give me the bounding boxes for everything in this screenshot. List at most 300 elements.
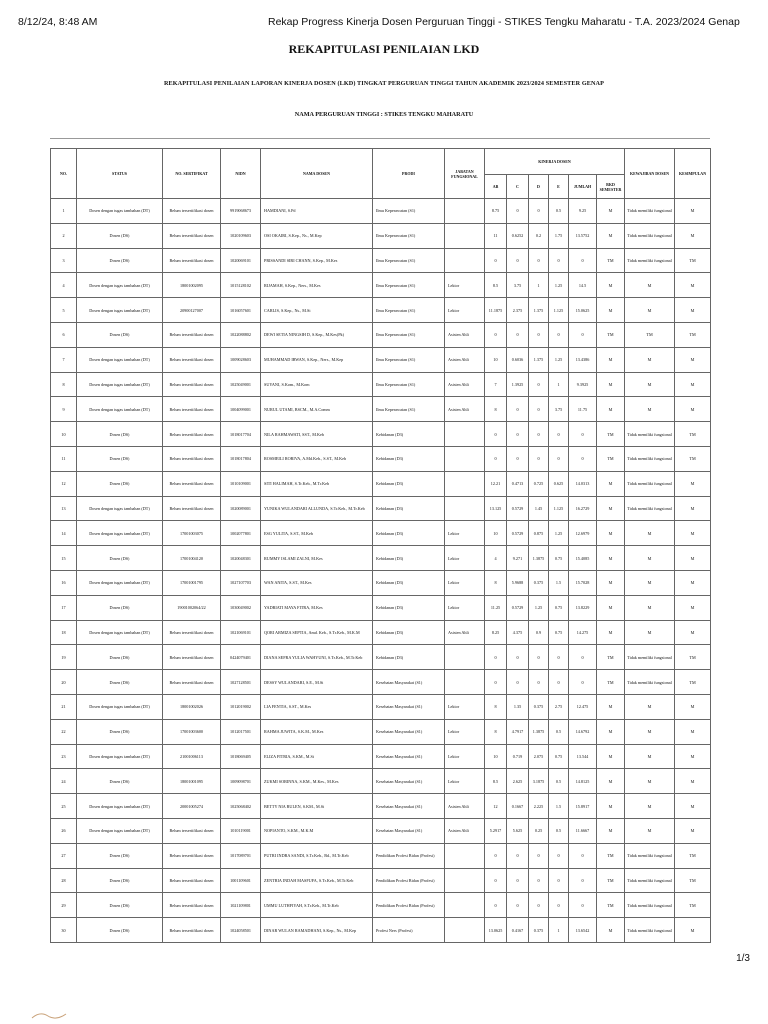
cell-kesimpulan: M (675, 471, 711, 496)
cell-jumlah: 9.25 (569, 199, 597, 224)
cell-c: 0.5729 (507, 595, 529, 620)
cell-no: 20 (51, 670, 77, 695)
cell-sertifikat: 19001002064/22 (163, 595, 221, 620)
col-header-no: NO. (51, 149, 77, 199)
document-title: Rekap Progress Kinerja Dosen Perguruan Tinggi - STIKES Tengku Maharatu - T.A. 2023/2024 Genap (268, 16, 740, 28)
cell-status: Dosen dengan tugas tambahan (DT) (77, 397, 163, 422)
cell-bkd: M (597, 298, 625, 323)
cell-ab: 7 (485, 372, 507, 397)
cell-nidn: 1016057601 (221, 298, 261, 323)
cell-jabatan: Lektor (445, 570, 485, 595)
cell-kesimpulan: M (675, 744, 711, 769)
cell-ab: 11.1875 (485, 298, 507, 323)
cell-c: 0 (507, 397, 529, 422)
table-body (51, 199, 711, 943)
cell-nama: OSI OKAIRI, S.Kep., Ns., M.Kep (261, 223, 373, 248)
cell-jumlah: 9.3925 (569, 372, 597, 397)
cell-status: Dosen dengan tugas tambahan (DT) (77, 496, 163, 521)
cell-kesimpulan: M (675, 496, 711, 521)
cell-sertifikat: Belum tersertifikasi dosen (163, 223, 221, 248)
cell-bkd: M (597, 818, 625, 843)
cell-sertifikat: 20001005274 (163, 794, 221, 819)
cell-nama: DEWI SETIA NINGSIH D, S.Kep., M.Kes(Pk) (261, 322, 373, 347)
cell-nama: DESSY WULANDARI, S.E., M.Si (261, 670, 373, 695)
cell-sertifikat: 18001001095 (163, 769, 221, 794)
cell-jabatan: Lektor (445, 694, 485, 719)
cell-kesimpulan: TM (675, 868, 711, 893)
cell-prodi: Kesehatan Masyarakat (S1) (373, 769, 445, 794)
cell-jumlah: 15.4085 (569, 546, 597, 571)
cell-status: Dosen (DS) (77, 670, 163, 695)
cell-kesimpulan: M (675, 595, 711, 620)
cell-no: 4 (51, 273, 77, 298)
cell-c: 0.6252 (507, 223, 529, 248)
cell-nidn: 1018017804 (221, 446, 261, 471)
cell-e: 0 (549, 645, 569, 670)
cell-c: 0 (507, 893, 529, 918)
cell-kewajiban: TM (625, 322, 675, 347)
cell-nidn: 1020048301 (221, 546, 261, 571)
cell-prodi: Kesehatan Masyarakat (S1) (373, 794, 445, 819)
table-row (51, 645, 711, 670)
cell-status: Dosen dengan tugas tambahan (DT) (77, 744, 163, 769)
cell-prodi: Ilmu Keperawatan (S1) (373, 273, 445, 298)
cell-no: 23 (51, 744, 77, 769)
cell-c: 0 (507, 446, 529, 471)
cell-nidn: 1027128501 (221, 670, 261, 695)
cell-sertifikat: Belum tersertifikasi dosen (163, 645, 221, 670)
cell-jumlah: 0 (569, 248, 597, 273)
cell-jumlah: 13.8229 (569, 595, 597, 620)
table-row (51, 595, 711, 620)
cell-prodi: Kesehatan Masyarakat (S1) (373, 694, 445, 719)
table-row (51, 471, 711, 496)
cell-nama: PRISSANDI SIRI CHANN, S.Kep., M.Kes (261, 248, 373, 273)
cell-no: 13 (51, 496, 77, 521)
cell-jabatan: Lektor (445, 595, 485, 620)
cell-jumlah: 0 (569, 422, 597, 447)
cell-jumlah: 14.5 (569, 273, 597, 298)
cell-jumlah: 14.275 (569, 620, 597, 645)
cell-ab: 13.125 (485, 496, 507, 521)
cell-bkd: TM (597, 843, 625, 868)
cell-ab: 11 (485, 223, 507, 248)
cell-kesimpulan: M (675, 620, 711, 645)
cell-status: Dosen dengan tugas tambahan (DT) (77, 298, 163, 323)
cell-e: 0 (549, 248, 569, 273)
cell-nama: ELIZA FITRIA, S.KM., M.Si (261, 744, 373, 769)
cell-nama: SITI HALIMAH, S.Tr.Keb., M.Tr.Keb (261, 471, 373, 496)
cell-e: 0.75 (549, 595, 569, 620)
cell-jumlah: 14.6792 (569, 719, 597, 744)
cell-nama: DIANA SEFRA YULIA WAHYUNI, S.Tr.Keb., M.Tr.Keb (261, 645, 373, 670)
cell-bkd: TM (597, 868, 625, 893)
cell-jabatan (445, 422, 485, 447)
cell-jabatan: Asisten Ahli (445, 372, 485, 397)
cell-bkd: M (597, 719, 625, 744)
table-row (51, 446, 711, 471)
cell-kesimpulan: TM (675, 893, 711, 918)
cell-c: 0.1667 (507, 794, 529, 819)
cell-kewajiban: M (625, 818, 675, 843)
cell-e: 0.5 (549, 769, 569, 794)
cell-kewajiban: Tidak memiliki fungsional (625, 868, 675, 893)
cell-d: 1.3875 (529, 546, 549, 571)
cell-no: 24 (51, 769, 77, 794)
cell-no: 11 (51, 446, 77, 471)
cell-status: Dosen dengan tugas tambahan (DT) (77, 818, 163, 843)
cell-jabatan (445, 843, 485, 868)
table-row (51, 620, 711, 645)
cell-d: 0.875 (529, 521, 549, 546)
cell-kewajiban: M (625, 347, 675, 372)
cell-status: Dosen dengan tugas tambahan (DT) (77, 570, 163, 595)
cell-nidn: 1017089701 (221, 843, 261, 868)
cell-no: 21 (51, 694, 77, 719)
cell-no: 5 (51, 298, 77, 323)
cell-kewajiban: M (625, 372, 675, 397)
cell-nidn: 1010109001 (221, 471, 261, 496)
cell-e: 0.625 (549, 471, 569, 496)
col-header-kewajiban: KEWAJIBAN DOSEN (625, 149, 675, 199)
cell-sertifikat: Belum tersertifikasi dosen (163, 670, 221, 695)
cell-c: 5.9688 (507, 570, 529, 595)
cell-jumlah: 14.8125 (569, 769, 597, 794)
cell-jumlah: 15.7028 (569, 570, 597, 595)
cell-kesimpulan: M (675, 223, 711, 248)
page-number: 1/3 (736, 953, 750, 964)
cell-kesimpulan: M (675, 199, 711, 224)
col-header-jabatan: JABATAN FUNGSIONAL (445, 149, 485, 199)
cell-status: Dosen (DS) (77, 546, 163, 571)
cell-bkd: TM (597, 893, 625, 918)
cell-sertifikat: Belum tersertifikasi dosen (163, 322, 221, 347)
cell-ab: 8.25 (485, 620, 507, 645)
col-header-prodi: PRODI (373, 149, 445, 199)
cell-sertifikat: Belum tersertifikasi dosen (163, 620, 221, 645)
cell-sertifikat: 20900127007 (163, 298, 221, 323)
cell-nidn: 1018069405 (221, 744, 261, 769)
cell-jumlah: 0 (569, 446, 597, 471)
cell-jabatan (445, 248, 485, 273)
cell-kesimpulan: M (675, 818, 711, 843)
cell-no: 9 (51, 397, 77, 422)
cell-kewajiban: M (625, 521, 675, 546)
table-row (51, 322, 711, 347)
cell-c: 9.271 (507, 546, 529, 571)
cell-bkd: M (597, 546, 625, 571)
cell-ab: 0 (485, 843, 507, 868)
print-datetime: 8/12/24, 8:48 AM (18, 16, 98, 28)
cell-sertifikat: Belum tersertifikasi dosen (163, 471, 221, 496)
cell-kewajiban: M (625, 397, 675, 422)
cell-kewajiban: Tidak memiliki fungsional (625, 843, 675, 868)
table-row (51, 694, 711, 719)
cell-no: 30 (51, 918, 77, 943)
cell-nama: MUHAMMAD IRWAN, S.Kep., Ners., M.Kep (261, 347, 373, 372)
cell-nidn: 1010119001 (221, 818, 261, 843)
cell-kewajiban: Tidak memiliki fungsional (625, 248, 675, 273)
cell-jumlah: 0 (569, 893, 597, 918)
cell-jabatan (445, 446, 485, 471)
cell-no: 22 (51, 719, 77, 744)
cell-status: Dosen dengan tugas tambahan (DT) (77, 273, 163, 298)
cell-kesimpulan: M (675, 570, 711, 595)
cell-e: 2.75 (549, 694, 569, 719)
cell-kewajiban: M (625, 273, 675, 298)
cell-nama: ZUKMI SORINNA, S.KM., M.Kes., M.Kes (261, 769, 373, 794)
table-row (51, 298, 711, 323)
cell-prodi: Ilmu Keperawatan (S1) (373, 397, 445, 422)
cell-prodi: Kebidanan (D3) (373, 645, 445, 670)
cell-jabatan: Lektor (445, 769, 485, 794)
cell-kewajiban: Tidak memiliki fungsional (625, 446, 675, 471)
table-row (51, 397, 711, 422)
cell-status: Dosen (DS) (77, 719, 163, 744)
cell-kewajiban: Tidak memiliki fungsional (625, 918, 675, 943)
cell-e: 0 (549, 670, 569, 695)
cell-sertifikat: Belum tersertifikasi dosen (163, 199, 221, 224)
cell-sertifikat: Belum tersertifikasi dosen (163, 818, 221, 843)
table-row (51, 273, 711, 298)
table-row (51, 248, 711, 273)
table-row (51, 843, 711, 868)
cell-bkd: M (597, 372, 625, 397)
cell-ab: 12 (485, 794, 507, 819)
cell-jumlah: 0 (569, 670, 597, 695)
cell-status: Dosen (DS) (77, 471, 163, 496)
cell-ab: 8 (485, 570, 507, 595)
cell-e: 1.75 (549, 223, 569, 248)
cell-d: 0.25 (529, 818, 549, 843)
cell-kewajiban: Tidak memiliki fungsional (625, 471, 675, 496)
col-header-d: D (529, 175, 549, 199)
cell-d: 0 (529, 199, 549, 224)
cell-kewajiban: M (625, 794, 675, 819)
table-row (51, 818, 711, 843)
cell-ab: 0 (485, 248, 507, 273)
cell-prodi: Ilmu Keperawatan (S1) (373, 322, 445, 347)
cell-no: 12 (51, 471, 77, 496)
cell-c: 0 (507, 670, 529, 695)
cell-ab: 4 (485, 546, 507, 571)
col-header-kinerja: KINERJA DOSEN (485, 149, 625, 175)
cell-nama: DINAR WULAN RAMADHANI, S.Kep., Ns., M.Kep (261, 918, 373, 943)
cell-kewajiban: M (625, 570, 675, 595)
cell-ab: 8 (485, 719, 507, 744)
cell-bkd: M (597, 769, 625, 794)
cell-e: 0 (549, 446, 569, 471)
cell-c: 2.625 (507, 769, 529, 794)
cell-kesimpulan: M (675, 521, 711, 546)
cell-nama: RUMMY ISLAMI ZALNI, M.Kes (261, 546, 373, 571)
cell-nama: RAHMA JUWITA, S.K.M., M.Kes (261, 719, 373, 744)
cell-bkd: M (597, 521, 625, 546)
cell-status: Dosen dengan tugas tambahan (DT) (77, 372, 163, 397)
cell-prodi: Pendidikan Profesi Bidan (Profesi) (373, 893, 445, 918)
cell-d: 0.9 (529, 620, 549, 645)
table-row (51, 893, 711, 918)
cell-prodi: Kebidanan (D3) (373, 595, 445, 620)
cell-nama: LIA FENTIA, S.ST., M.Kes (261, 694, 373, 719)
cell-status: Dosen (DS) (77, 645, 163, 670)
cell-jabatan (445, 918, 485, 943)
cell-nama: QORI ARMIZA SEPTIA, Amd. Keb., S.Tr.Keb., M.K.M (261, 620, 373, 645)
institution-name: NAMA PERGURUAN TINGGI : STIKES TENGKU MAHARATU (294, 111, 474, 118)
cell-jabatan: Lektor (445, 273, 485, 298)
cell-c: 1.3925 (507, 372, 529, 397)
cell-d: 2.075 (529, 744, 549, 769)
cell-kewajiban: Tidak memiliki fungsional (625, 670, 675, 695)
cell-c: 3.75 (507, 273, 529, 298)
cell-no: 19 (51, 645, 77, 670)
cell-nidn: 1004099001 (221, 397, 261, 422)
cell-sertifikat: 18001002095 (163, 273, 221, 298)
cell-nama: YUNIKA WULANDARI ALLUNDA, S.Tr.Keb., M.Tr.Keb (261, 496, 373, 521)
cell-no: 10 (51, 422, 77, 447)
cell-nidn: 9919068673 (221, 199, 261, 224)
cell-c: 5.625 (507, 818, 529, 843)
cell-bkd: M (597, 744, 625, 769)
cell-e: 0 (549, 422, 569, 447)
cell-jabatan: Lektor (445, 744, 485, 769)
cell-nidn: 1009028603 (221, 347, 261, 372)
cell-prodi: Kebidanan (D3) (373, 546, 445, 571)
cell-c: 0 (507, 843, 529, 868)
cell-ab: 0 (485, 645, 507, 670)
cell-c: 2.375 (507, 298, 529, 323)
cell-kesimpulan: M (675, 918, 711, 943)
cell-prodi: Kesehatan Masyarakat (S1) (373, 719, 445, 744)
cell-status: Dosen (DS) (77, 223, 163, 248)
cell-prodi: Kebidanan (D3) (373, 446, 445, 471)
cell-d: 1.25 (529, 595, 549, 620)
cell-nidn: 1020109603 (221, 223, 261, 248)
cell-nama: NURUL UTAMI, BSCM., M.A.Comm (261, 397, 373, 422)
lkd-recap-table (50, 148, 711, 943)
cell-status: Dosen (DS) (77, 248, 163, 273)
cell-e: 1.5 (549, 794, 569, 819)
cell-d: 0 (529, 670, 549, 695)
cell-sertifikat: Belum tersertifikasi dosen (163, 372, 221, 397)
cell-nama: YADRIATI MAYA FITRA, M.Kes (261, 595, 373, 620)
cell-d: 1 (529, 273, 549, 298)
cell-no: 14 (51, 521, 77, 546)
cell-nama: UMMU LUTHFIYAH, S.Tr.Keb., M.Tr.Keb (261, 893, 373, 918)
table-row (51, 521, 711, 546)
cell-prodi: Ilmu Keperawatan (S1) (373, 372, 445, 397)
cell-kesimpulan: M (675, 372, 711, 397)
cell-status: Dosen (DS) (77, 446, 163, 471)
cell-ab: 10 (485, 744, 507, 769)
cell-kesimpulan: TM (675, 843, 711, 868)
cell-kewajiban: M (625, 620, 675, 645)
cell-e: 1 (549, 372, 569, 397)
table-row (51, 496, 711, 521)
cell-d: 0.375 (529, 570, 549, 595)
cell-sertifikat: Belum tersertifikasi dosen (163, 868, 221, 893)
cell-ab: 13.0625 (485, 918, 507, 943)
cell-jabatan (445, 893, 485, 918)
cell-jumlah: 16.2729 (569, 496, 597, 521)
cell-jabatan: Lektor (445, 521, 485, 546)
cell-d: 0 (529, 868, 549, 893)
cell-nidn: 1021109801 (221, 893, 261, 918)
cell-d: 0 (529, 322, 549, 347)
cell-nidn: 1030049002 (221, 595, 261, 620)
cell-bkd: M (597, 595, 625, 620)
cell-nidn: 1027107703 (221, 570, 261, 595)
cell-c: 0 (507, 322, 529, 347)
col-header-ab: AB (485, 175, 507, 199)
cell-jumlah: 13.544 (569, 744, 597, 769)
cell-prodi: Profesi Ners (Profesi) (373, 918, 445, 943)
cell-bkd: TM (597, 446, 625, 471)
cell-kesimpulan: M (675, 694, 711, 719)
col-header-jumlah: JUMLAH (569, 175, 597, 199)
cell-jabatan: Lektor (445, 719, 485, 744)
cell-status: Dosen (DS) (77, 893, 163, 918)
cell-e: 1 (549, 918, 569, 943)
cell-d: 0 (529, 248, 549, 273)
cell-d: 1.375 (529, 347, 549, 372)
cell-sertifikat: Belum tersertifikasi dosen (163, 893, 221, 918)
cell-status: Dosen (DS) (77, 595, 163, 620)
cell-prodi: Ilmu Keperawatan (S1) (373, 199, 445, 224)
cell-jabatan (445, 645, 485, 670)
cell-sertifikat: Belum tersertifikasi dosen (163, 248, 221, 273)
cell-sertifikat: Belum tersertifikasi dosen (163, 843, 221, 868)
cell-kesimpulan: M (675, 273, 711, 298)
cell-e: 1.25 (549, 347, 569, 372)
report-title: REKAPITULASI PENILAIAN LKD (288, 42, 480, 56)
cell-ab: 8 (485, 694, 507, 719)
cell-sertifikat: Belum tersertifikasi dosen (163, 397, 221, 422)
cell-d: 0 (529, 893, 549, 918)
cell-nidn: 1025049001 (221, 372, 261, 397)
cell-nidn: 1022088802 (221, 322, 261, 347)
cell-status: Dosen (DS) (77, 918, 163, 943)
cell-kewajiban: M (625, 769, 675, 794)
cell-nidn: 1009098701 (221, 769, 261, 794)
cell-bkd: M (597, 496, 625, 521)
cell-status: Dosen (DS) (77, 843, 163, 868)
cell-sertifikat: 17001003600 (163, 719, 221, 744)
cell-sertifikat: 21001006113 (163, 744, 221, 769)
cell-e: 1.125 (549, 298, 569, 323)
table-row (51, 422, 711, 447)
cell-nidn: 1002077801 (221, 521, 261, 546)
cell-no: 15 (51, 546, 77, 571)
cell-kesimpulan: TM (675, 670, 711, 695)
cell-jumlah: 15.0625 (569, 298, 597, 323)
cell-jabatan (445, 471, 485, 496)
cell-prodi: Pendidikan Profesi Bidan (Profesi) (373, 868, 445, 893)
cell-jabatan: Asisten Ahli (445, 794, 485, 819)
cell-ab: 0 (485, 868, 507, 893)
scan-mark (30, 1010, 70, 1020)
cell-nama: ROSMEILI RORIVA, A.Md.Keb., S.ST., M.Keb (261, 446, 373, 471)
cell-bkd: M (597, 918, 625, 943)
table-row (51, 570, 711, 595)
cell-prodi: Kebidanan (D3) (373, 620, 445, 645)
cell-c: 4.7917 (507, 719, 529, 744)
cell-c: 0.719 (507, 744, 529, 769)
cell-d: 0 (529, 372, 549, 397)
cell-d: 0 (529, 422, 549, 447)
cell-jumlah: 0 (569, 645, 597, 670)
cell-nidn: 1012017501 (221, 719, 261, 744)
